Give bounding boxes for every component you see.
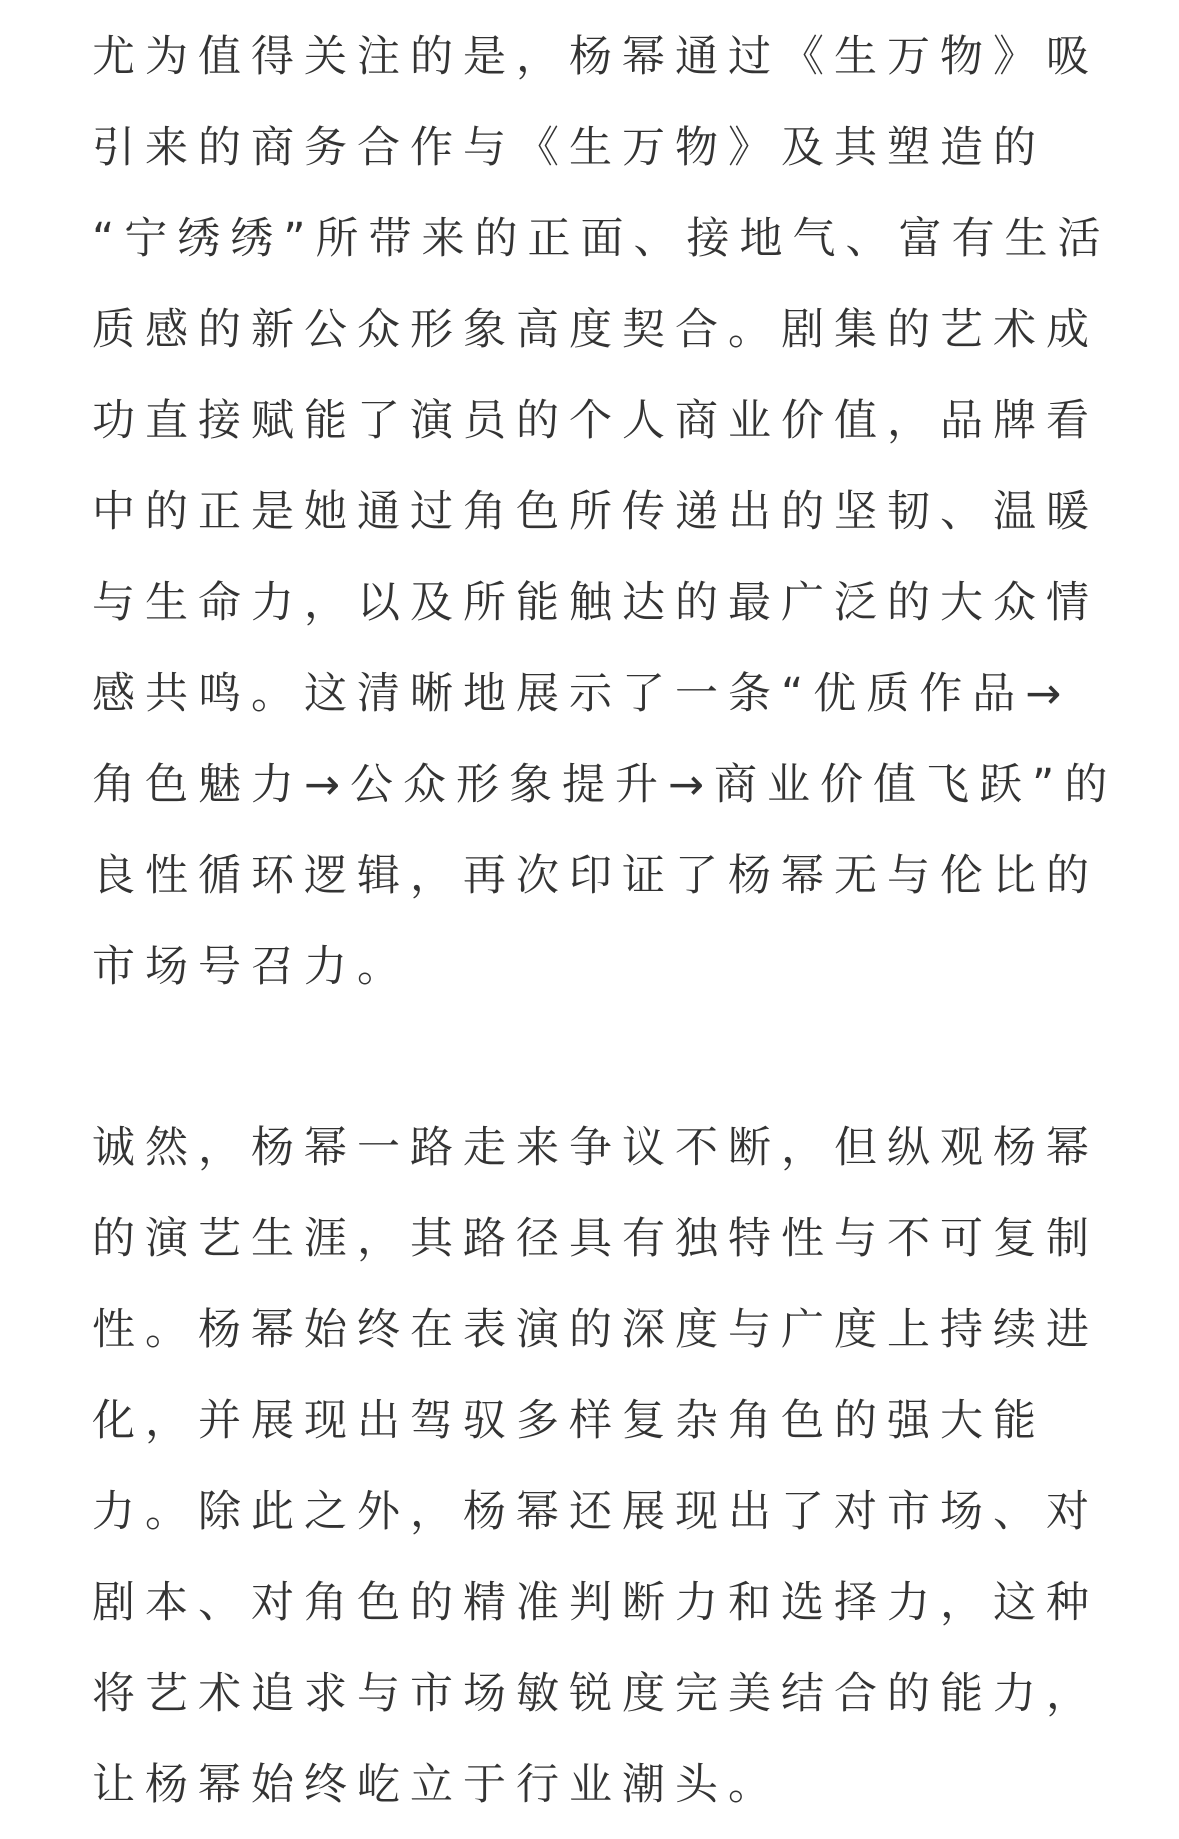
text-line: 质感的新公众形象高度契合。剧集的艺术成: [92, 305, 1099, 355]
text-line: 角色魅力→公众形象提升→商业价值飞跃”的: [92, 760, 1118, 810]
text-line: 力。除此之外，杨幂还展现出了对市场、对: [92, 1487, 1099, 1537]
text-line: 市场号召力。: [92, 942, 410, 992]
text-line: 让杨幂始终屹立于行业潮头。: [92, 1760, 781, 1810]
text-line: 将艺术追求与市场敏锐度完美结合的能力，: [92, 1669, 1099, 1719]
text-line: 尤为值得关注的是，杨幂通过《生万物》吸: [92, 32, 1099, 82]
text-line: 与生命力，以及所能触达的最广泛的大众情: [92, 578, 1099, 628]
text-line: 中的正是她通过角色所传递出的坚韧、温暖: [92, 487, 1099, 537]
paragraph-1: [92, 12, 1118, 1013]
text-line: 的演艺生涯，其路径具有独特性与不可复制: [92, 1214, 1099, 1264]
text-line: “宁绣绣”所带来的正面、接地气、富有生活: [92, 214, 1111, 264]
paragraph-spacer: [92, 1013, 1092, 1103]
text-line: 良性循环逻辑，再次印证了杨幂无与伦比的: [92, 851, 1099, 901]
text-line: 化，并展现出驾驭多样复杂角色的强大能: [92, 1396, 1046, 1446]
text-line: 感共鸣。这清晰地展示了一条“优质作品→: [92, 669, 1072, 719]
text-line: 功直接赋能了演员的个人商业价值，品牌看: [92, 396, 1099, 446]
paragraph-2: [92, 1103, 1099, 1831]
text-line: 引来的商务合作与《生万物》及其塑造的: [92, 123, 1046, 173]
article-body: [92, 12, 1118, 1831]
text-line: 诚然，杨幂一路走来争议不断，但纵观杨幂: [92, 1123, 1099, 1173]
text-line: 性。杨幂始终在表演的深度与广度上持续进: [92, 1305, 1099, 1355]
text-line: 剧本、对角色的精准判断力和选择力，这种: [92, 1578, 1099, 1628]
